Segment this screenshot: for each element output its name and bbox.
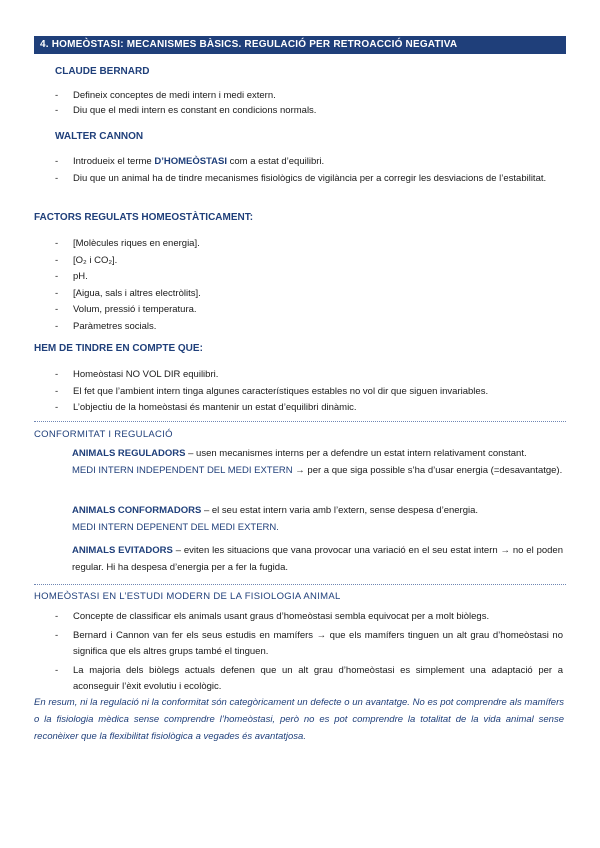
divider [34,584,566,585]
list-item: - L’objectiu de la homeòstasi és mantenir un estat d’equilibri dinàmic. [55,402,357,413]
list-item: - El fet que l’ambient intern tinga algunes característiques estables no vol dir que siguen invariables. [55,385,489,397]
list-item: - pH. [55,271,88,282]
list-item: - Concepte de classificar els animals usant graus d’homeòstasi sembla equivocat per a molt biòlegs. [55,611,490,622]
list-item: - [Molècules riques en energia]. [55,238,200,249]
term-conformadors: ANIMALS CONFORMADORS [72,505,202,516]
list-item: - Introdueix el terme D’HOMEÒSTASI com a estat d’equilibri. [55,156,325,167]
list-item: - La majoria dels biòlegs actuals defenen que un alt grau d’homeòstasi es simplement una adaptació per a aconseguir l’èxit evolutiu i ecològic. [55,664,563,692]
heading-factors: FACTORS REGULATS HOMEOSTÀTICAMENT: [34,212,254,223]
heading-modern: HOMEÒSTASI EN L’ESTUDI MODERN DE LA FISIOLOGIA ANIMAL [34,591,341,602]
cannon-list [55,154,563,186]
divider [34,421,566,422]
section-banner: 4. HOMEÒSTASI: MECANISMES BÀSICS. REGULACIÓ PER RETROACCIÓ NEGATIVA [34,36,566,54]
list-item: - Volum, pressió i temperatura. [55,304,197,315]
list-item: - Homeòstasi NO VOL DIR equilibri. [55,369,219,380]
list-item: - Diu que un animal ha de tindre mecanismes fisiològics de vigilància per a corregir les desviacions de l’estabilitat. [55,173,547,184]
term-reguladors: ANIMALS REGULADORS [72,448,186,459]
paragraph-conformadors: ANIMALS CONFORMADORS – el seu estat intern varia amb l’extern, sense despesa d’energia. MEDI INTERN DEPENENT DEL MEDI EXTERN. [72,505,479,533]
paragraph-evitadors: ANIMALS EVITADORS – eviten les situacions que vana provocar una variació en el seu estat intern → no el poden regular. Hi ha despesa d’energia per a fer la fugida. [72,545,563,573]
list-item: - Diu que el medi intern es constant en condicions normals. [55,105,317,116]
compte-list [55,367,563,417]
modern-list [55,609,563,696]
bernard-list [55,88,563,118]
list-item: - Bernard i Cannon van fer els seus estudis en mamífers → que els mamífers tinguen un alt grau d’homeòstasi no significa que els altres grups també el tinguen. [55,629,563,657]
list-item: - Paràmetres socials. [55,320,157,332]
heading-conformitat: CONFORMITAT I REGULACIÓ [34,429,173,440]
homeostasi-term: D’HOMEÒSTASI [154,156,227,167]
list-item: - [O₂ i CO₂]. [55,254,118,266]
list-item: - Defineix conceptes de medi intern i medi extern. [55,90,276,101]
factors-list [55,236,563,335]
term-evitadors: ANIMALS EVITADORS [72,545,173,556]
paragraph-reguladors: ANIMALS REGULADORS – usen mecanismes interns per a defendre un estat intern relativament constant. MEDI INTERN INDEPENDENT DEL MEDI EXTERN → per a que siga possible s’ha d’usar energia (=desavantatge). [72,448,563,476]
heading-compte: HEM DE TINDRE EN COMPTE QUE: [34,343,203,354]
heading-claude-bernard: CLAUDE BERNARD [55,66,150,77]
heading-walter-cannon: WALTER CANNON [55,131,144,142]
list-item: - [Aigua, sals i altres electròlits]. [55,287,201,299]
conclusion-paragraph: En resum, ni la regulació ni la conformitat són categòricament un defecte o un avantatge. No es pot comprendre als mamífers o la fisiologia mèdica sense comprendre l’homeòstasi, però no es pot comprendre la totalitat de la vida animal sense reconèixer que la flexibilitat fisiològica a vegades és avantatjosa. [34,697,564,742]
